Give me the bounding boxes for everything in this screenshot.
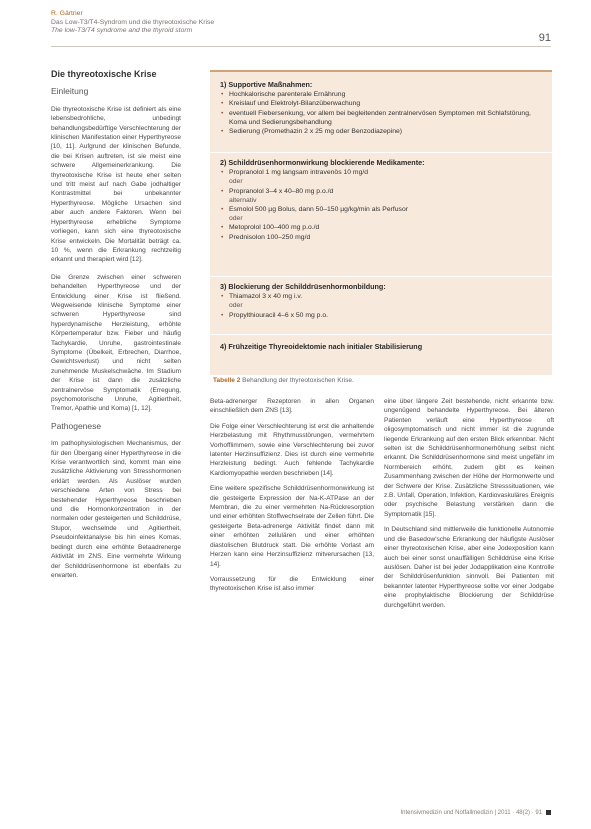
table-connector: oder (229, 178, 243, 186)
table-section-1 (220, 80, 540, 136)
header-title-de: Das Low-T3/T4-Syndrom und die thyreotoxische Krise (51, 18, 215, 26)
table-item: • Propranolol 1 mg langsam intravenös 10 mg/d (220, 168, 540, 177)
intro-heading: Einleitung (51, 86, 89, 97)
middle-column (210, 397, 374, 600)
section-heading: Die thyreotoxische Krise (51, 69, 157, 79)
table-connector: oder (229, 215, 243, 223)
pathogenesis-paragraph: Im pathophysiologischen Mechanismus, der für den Übergang einer Hyperthyreose in die Krise verantwortlich sind, kommt man eine zusätzliche Aktivierung von Stresshormonen erklärt werden. Als Auslöser wurden verschiedene Arten von Stress bei bestehender Hyperthyreose beschrieben und die Hormonkonzentration in der normalen oder gesteigerten und Schilddrüse, Stupor, wechselnde und Agitiertheit, Pseudoinfektanalyse bis hin eines Komas, bedingt durch eine erhöhte Betaadrenerge Aktivität im ZNS. Eine vermehrte Wirkung der Schilddrüsenhormone ist ebenfalls zu erwarten. (51, 440, 181, 579)
table-item: • Esmolol 500 µg Bolus, dann 50–150 µg/kg/min als Perfusor (220, 205, 540, 214)
table-item: • Sedierung (Promethazin 2 x 25 mg oder Benzodiazepine) (220, 127, 540, 136)
table-item: • Propranolol 3–4 x 40–80 mg p.o./d (220, 187, 540, 196)
body-paragraph: Eine weitere spezifische Schilddrüsenhormonwirkung ist die gesteigerte Expression der Na-K-ATPase an der Membran, die zu einer vermehrten Na-Rückresorption und einer erhöhten Stoffwechselrate der Zellen führt. Die gesteigerte Beta-adrenerge Aktivität findet dann mit einer erhöhten zellulären und einer erhöhten diastolischen Blutdruck statt. Die erhöhte Vorlast am Herzen kann eine Herzinsuffizienz mitverursachen [13, 14]. (210, 485, 374, 568)
table-item: • Metoprolol 100–400 mg p.o./d (220, 223, 540, 232)
table-item: • Hochkalorische parenterale Ernährung (220, 90, 540, 99)
table-section-heading: 1) Supportive Maßnahmen: (220, 80, 313, 89)
table-connector: oder (229, 302, 243, 310)
intro-paragraph-1: Die thyreotoxische Krise ist definiert als eine lebensbedrohliche, unbedingt behandlungsbedürftige Verschlechterung der klinischen Manifestation einer Hyperthyreose [10, 11]. Aufgrund der klinischen Befunde, die bei Krisen auftreten, ist sie meist eine schwere Allgemeinerkrankung. Die thyreotoxische Krise ist heute eher selten und tritt meist auf nach Gabe jodhaltiger Kontrastmittel bei unbekannter Hyperthyreose. Mögliche Ursachen sind aber auch andere Faktoren. Wenn bei Hyperthyreose erhebliche Symptome vorliegen, kann sich eine thyreotoxische Krise entwickeln. Die Mortalität beträgt ca. 10 %, wenn die Erkrankung rechtzeitig erkannt und therapiert wird [12]. (51, 105, 181, 264)
table-item: • Kreislauf und Elektrolyt-Bilanzüberwachung (220, 99, 540, 108)
treatment-table (210, 70, 552, 375)
table-caption-label: Tabelle 2 (213, 377, 241, 384)
body-paragraph: Beta-adrenerger Rezeptoren in allen Organen einschließlich dem ZNS [13]. (210, 398, 374, 415)
header-divider (51, 46, 551, 47)
pathogenesis-heading: Pathogenese (51, 420, 102, 431)
body-paragraph: In Deutschland sind mittlerweile die funktionelle Autonomie und die Basedow'sche Erkrankung der häufigste Auslöser einer thyreotoxischen Krise, aber eine Jodexposition kann auch bei einer sonst unauffälligen Schilddrüse eine Krise auslösen. Daher ist bei jeder Jodapplikation eine Kontrolle der Schilddrüsenfunktion sinnvoll. Bei Patienten mit bekannter latenter Hyperthyreose sollte vor einer Jodgabe eine prophylaktische Blockierung der Schilddrüse durchgeführt werden. (384, 526, 554, 609)
table-section-heading: 2) Schilddrüsenhormonwirkung blockierende Medikamente: (220, 158, 425, 167)
body-paragraph: eine über längere Zeit bestehende, nicht erkannte bzw. ungenügend behandelte Hyperthyreose. Bei älteren Patienten verläuft eine Hyperthyreose oft oligosymptomatisch und nicht immer ist die zugrunde liegende Erkrankung auf den ersten Blick erkennbar. Nicht selten ist die Schilddrüsenhormonerhöhung selbst nicht erkannt. Die Schilddrüsenhormone sind meist ungefähr im Normbereich erhöht, zudem gibt es keinen Zusammenhang zwischen der Höhe der Hormonwerte und der Schwere der Krise. Zusätzliche Stresssituationen, wie z.B. Unfall, Operation, Infektion, Kardiovaskuläres Ereignis oder psychische Belastung verstärken dann die Symptomatik [15]. (384, 398, 554, 518)
table-item: • eventuell Fiebersenkung, vor allem bei begleitenden zentralnervösen Symptomen mit Schlafstörung, Koma und Sedierungsbehandlung (220, 109, 540, 127)
header-title-en: The low-T3/T4 syndrome and the thyroid storm (51, 27, 193, 35)
table-divider (210, 276, 552, 277)
right-column (384, 397, 554, 616)
table-section-2 (220, 158, 540, 242)
header-author: R. Gärtner (51, 10, 83, 17)
intro-paragraph-2: Die Grenze zwischen einer schweren behandelten Hyperthyreose und der Entwicklung einer Krise ist fließend. Wegweisende klinische Symptome einer schweren Hyperthyreose sind hyperdynamische Herzleistung, erhöhte Körpertemperatur bzw. Fieber und häufig Tachykardie, Unruhe, gastrointestinale Symptome (Übelkeit, Erbrechen, Diarrhoe, Gewichtsverlust) und nicht selten zunehmende Muskelschwäche. Im Stadium der Krise ist dann die zusätzliche zentralnervöse Symptomatik (Erregung, psychomotorische Unruhe, Agitiertheit, Tremor, Apathie und Koma) [1, 12]. (51, 273, 181, 413)
table-section-heading: 3) Blockierung der Schilddrüsenhormonbildung: (220, 282, 386, 291)
page-number: 91 (538, 32, 551, 44)
table-item: • Thiamazol 3 x 40 mg i.v. (220, 292, 540, 301)
table-connector: alternativ (229, 196, 257, 204)
table-item: • Prednisolon 100–250 mg/d (220, 233, 540, 242)
table-divider (210, 152, 552, 153)
table-caption-text: Behandlung der thyreotoxischen Krise. (242, 377, 354, 384)
table-section-heading: 4) Frühzeitige Thyreoidektomie nach initialer Stabilisierung (220, 342, 423, 351)
left-column (51, 70, 181, 588)
body-paragraph: Die Folge einer Verschlechterung ist erst die anhaltende Herzbelastung mit Rhythmusstörungen, vermehrtem Vorhofflimmern, sowie eine Verschlechterung bei zuvor latenter Herzinsuffizienz. Dies ist durch eine vermehrte Herzleistung bedingt. Auch fehlende Tachykardie Kardiomyopathie werden beschrieben [14]. (210, 422, 374, 477)
footer-square-icon (546, 810, 551, 815)
table-caption (213, 377, 354, 384)
running-header (51, 10, 571, 36)
table-item: • Propylthiouracil 4–6 x 50 mg p.o. (220, 311, 540, 320)
body-paragraph: Vorraussetzung für die Entwicklung einer thyreotoxischen Krise ist also immer (210, 575, 374, 593)
footer-text: Intensivmedizin und Notfallmedizin | 2011 · 48(2) · 91 (400, 810, 542, 817)
page-footer (400, 810, 551, 816)
table-section-4 (220, 342, 540, 352)
table-section-3 (220, 282, 540, 320)
table-divider (210, 334, 552, 335)
